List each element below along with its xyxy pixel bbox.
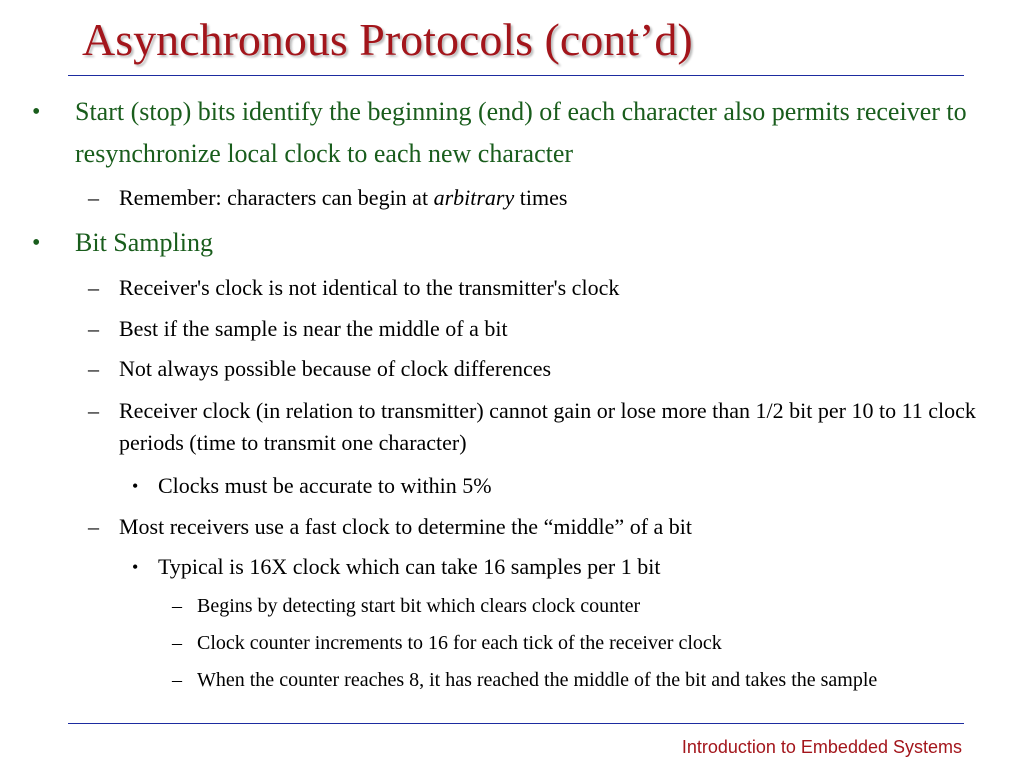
dash-marker: – [172,669,182,691]
text-segment: Remember: characters can begin at [119,185,434,210]
text-segment: times [514,185,568,210]
bullet-start-stop-bits [32,91,1002,175]
bullet-text: Start (stop) bits identify the beginning (end) of each character also permits receiver to resynchronize local clock to each new character [75,97,967,168]
dash-marker: – [88,398,99,423]
sub-bullet-text: Receiver clock (in relation to transmitter) cannot gain or lose more than 1/2 bit per 10 to 11 clock periods (time to transmit one character) [119,398,976,455]
detail-bullet-text: Begins by detecting start bit which clears clock counter [197,595,641,617]
bullet-marker: • [132,557,139,577]
title-divider [68,75,964,76]
sub-sub-bullet-clocks-accurate [132,470,1012,502]
sub-bullet-text: Not always possible because of clock differences [119,356,552,381]
dash-marker: – [172,595,182,617]
detail-bullet-detecting-start-bit [172,591,1012,621]
detail-bullet-text: Clock counter increments to 16 for each tick of the receiver clock [197,632,722,654]
bullet-bit-sampling [32,222,1002,264]
detail-bullet-counter-increments [172,628,1012,658]
footer-course-title: Introduction to Embedded Systems [681,737,962,757]
detail-bullet-text: When the counter reaches 8, it has reached the middle of the bit and takes the sample [197,669,878,691]
dash-marker: – [88,316,99,341]
bullet-marker: • [32,230,41,256]
dash-marker: – [88,356,99,381]
detail-bullet-counter-reaches-8 [172,665,1012,695]
sub-bullet-text: Receiver's clock is not identical to the transmitter's clock [119,275,620,300]
dash-marker: – [88,275,99,300]
sub-bullet-best-if-sample-middle [88,313,1020,345]
footer-divider [68,723,964,724]
sub-sub-bullet-text: Clocks must be accurate to within 5% [158,473,492,498]
sub-bullet-text [119,182,1020,214]
sub-sub-bullet-text: Typical is 16X clock which can take 16 samples per 1 bit [158,554,661,579]
dash-marker: – [88,514,99,539]
bullet-marker: • [32,99,41,125]
bullet-marker: • [132,476,139,496]
slide-title: Asynchronous Protocols (cont’d) [82,14,693,65]
sub-bullet-text: Best if the sample is near the middle of a bit [119,316,508,341]
emphasized-text: arbitrary [433,185,515,210]
sub-bullet-receiver-clock-not-identical [88,272,1020,304]
sub-sub-bullet-typical-16x [132,551,1012,583]
sub-bullet-receiver-clock-gain-lose [88,395,1020,459]
dash-marker: – [88,185,99,210]
bullet-text: Bit Sampling [75,228,213,257]
sub-bullet-not-always-possible [88,353,1020,385]
sub-bullet-fast-clock [88,511,1020,543]
dash-marker: – [172,632,182,654]
sub-bullet-text: Most receivers use a fast clock to determine the “middle” of a bit [119,514,693,539]
sub-bullet-remember [88,182,1020,214]
